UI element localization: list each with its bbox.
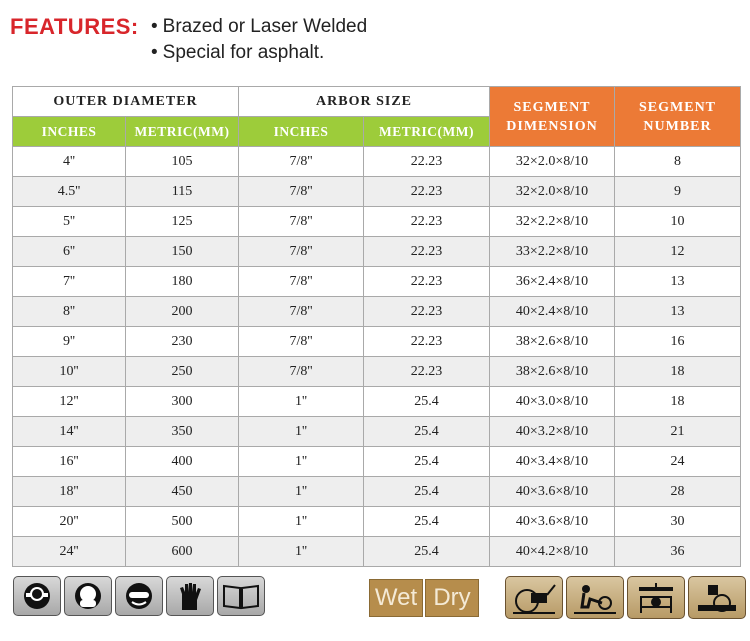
- wet-label: Wet: [369, 579, 423, 617]
- od-metric-cell: 115: [126, 177, 239, 207]
- arbor-metric-cell: 25.4: [364, 417, 490, 447]
- spec-table: [12, 86, 741, 567]
- arbor-inches-cell: 7/8'': [239, 177, 364, 207]
- table-saw-icon: [688, 576, 746, 619]
- header-outer-diameter: OUTER DIAMETER: [13, 87, 239, 117]
- feature-text: Special for asphalt.: [162, 42, 325, 63]
- arbor-metric-cell: 22.23: [364, 327, 490, 357]
- segment-number-cell: 24: [615, 447, 741, 477]
- arbor-inches-cell: 1'': [239, 477, 364, 507]
- segment-dimension-cell: 40×3.4×8/10: [490, 447, 615, 477]
- arbor-inches-cell: 1'': [239, 387, 364, 417]
- od-metric-cell: 350: [126, 417, 239, 447]
- subheader-arbor-metric: METRIC(MM): [364, 117, 490, 147]
- table-row: [13, 357, 741, 387]
- arbor-metric-cell: 22.23: [364, 357, 490, 387]
- od-inches-cell: 5'': [13, 207, 126, 237]
- spec-table-body: [13, 147, 741, 567]
- segment-dimension-cell: 38×2.6×8/10: [490, 327, 615, 357]
- feature-line: [151, 16, 367, 38]
- od-inches-cell: 6'': [13, 237, 126, 267]
- od-metric-cell: 500: [126, 507, 239, 537]
- od-inches-cell: 18'': [13, 477, 126, 507]
- od-inches-cell: 4'': [13, 147, 126, 177]
- table-row: [13, 507, 741, 537]
- od-inches-cell: 20'': [13, 507, 126, 537]
- arbor-metric-cell: 22.23: [364, 267, 490, 297]
- gloves-icon: [166, 576, 214, 616]
- od-metric-cell: 150: [126, 237, 239, 267]
- segment-number-cell: 12: [615, 237, 741, 267]
- segment-number-cell: 28: [615, 477, 741, 507]
- walk-behind-saw-icon: [505, 576, 563, 619]
- table-row: [13, 147, 741, 177]
- table-row: [13, 207, 741, 237]
- arbor-inches-cell: 7/8'': [239, 297, 364, 327]
- segment-number-cell: 18: [615, 387, 741, 417]
- arbor-inches-cell: 7/8'': [239, 267, 364, 297]
- segment-dimension-cell: 40×4.2×8/10: [490, 537, 615, 567]
- segment-number-cell: 13: [615, 297, 741, 327]
- table-row: [13, 327, 741, 357]
- subheader-od-inches: INCHES: [13, 117, 126, 147]
- features-title: FEATURES:: [10, 14, 139, 39]
- features-block: [10, 14, 750, 70]
- od-inches-cell: 16'': [13, 447, 126, 477]
- safety-goggles-icon: [115, 576, 163, 616]
- od-inches-cell: 8'': [13, 297, 126, 327]
- arbor-metric-cell: 22.23: [364, 147, 490, 177]
- subheader-od-metric: METRIC(MM): [126, 117, 239, 147]
- segment-number-cell: 18: [615, 357, 741, 387]
- segment-number-cell: 30: [615, 507, 741, 537]
- arbor-metric-cell: 22.23: [364, 207, 490, 237]
- segment-number-cell: 8: [615, 147, 741, 177]
- arbor-inches-cell: 1'': [239, 507, 364, 537]
- segment-dimension-cell: 40×3.0×8/10: [490, 387, 615, 417]
- od-metric-cell: 180: [126, 267, 239, 297]
- feature-line: [151, 42, 324, 64]
- arbor-inches-cell: 7/8'': [239, 237, 364, 267]
- od-metric-cell: 450: [126, 477, 239, 507]
- arbor-inches-cell: 7/8'': [239, 357, 364, 387]
- arbor-metric-cell: 22.23: [364, 177, 490, 207]
- feature-text: Brazed or Laser Welded: [162, 16, 368, 37]
- segment-number-cell: 16: [615, 327, 741, 357]
- machine-icons: [505, 576, 746, 619]
- od-inches-cell: 9'': [13, 327, 126, 357]
- od-metric-cell: 300: [126, 387, 239, 417]
- segment-dimension-cell: 33×2.2×8/10: [490, 237, 615, 267]
- dry-label: Dry: [425, 579, 479, 617]
- bench-saw-icon: [627, 576, 685, 619]
- segment-number-cell: 21: [615, 417, 741, 447]
- segment-dimension-cell: 32×2.0×8/10: [490, 177, 615, 207]
- safety-icons: [13, 576, 265, 616]
- table-row: [13, 237, 741, 267]
- header-segment-dimension: SEGMENT DIMENSION: [490, 87, 615, 147]
- od-inches-cell: 12'': [13, 387, 126, 417]
- read-manual-icon: [217, 576, 265, 616]
- table-row: [13, 387, 741, 417]
- segment-dimension-cell: 40×2.4×8/10: [490, 297, 615, 327]
- arbor-inches-cell: 1'': [239, 417, 364, 447]
- arbor-metric-cell: 25.4: [364, 447, 490, 477]
- bullet: •: [151, 42, 158, 63]
- segment-dimension-cell: 40×3.6×8/10: [490, 477, 615, 507]
- od-metric-cell: 400: [126, 447, 239, 477]
- arbor-inches-cell: 7/8'': [239, 147, 364, 177]
- arbor-metric-cell: 22.23: [364, 297, 490, 327]
- arbor-metric-cell: 22.23: [364, 237, 490, 267]
- arbor-metric-cell: 25.4: [364, 537, 490, 567]
- arbor-metric-cell: 25.4: [364, 387, 490, 417]
- table-row: [13, 417, 741, 447]
- od-metric-cell: 230: [126, 327, 239, 357]
- arbor-metric-cell: 25.4: [364, 477, 490, 507]
- table-row: [13, 447, 741, 477]
- segment-dimension-cell: 36×2.4×8/10: [490, 267, 615, 297]
- hand-held-saw-icon: [566, 576, 624, 619]
- od-inches-cell: 24'': [13, 537, 126, 567]
- od-inches-cell: 10'': [13, 357, 126, 387]
- segment-dimension-cell: 40×3.2×8/10: [490, 417, 615, 447]
- header-segment-number: SEGMENT NUMBER: [615, 87, 741, 147]
- od-inches-cell: 14'': [13, 417, 126, 447]
- segment-number-cell: 9: [615, 177, 741, 207]
- segment-dimension-cell: 32×2.2×8/10: [490, 207, 615, 237]
- table-row: [13, 477, 741, 507]
- arbor-inches-cell: 7/8'': [239, 327, 364, 357]
- od-inches-cell: 7'': [13, 267, 126, 297]
- arbor-inches-cell: 1'': [239, 537, 364, 567]
- segment-dimension-cell: 40×3.6×8/10: [490, 507, 615, 537]
- arbor-metric-cell: 25.4: [364, 507, 490, 537]
- table-row: [13, 177, 741, 207]
- arbor-inches-cell: 1'': [239, 447, 364, 477]
- segment-number-cell: 10: [615, 207, 741, 237]
- od-metric-cell: 250: [126, 357, 239, 387]
- wet-dry-badge: [369, 579, 479, 617]
- od-metric-cell: 200: [126, 297, 239, 327]
- od-inches-cell: 4.5'': [13, 177, 126, 207]
- subheader-arbor-inches: INCHES: [239, 117, 364, 147]
- respirator-mask-icon: [64, 576, 112, 616]
- arbor-inches-cell: 7/8'': [239, 207, 364, 237]
- segment-dimension-cell: 32×2.0×8/10: [490, 147, 615, 177]
- table-row: [13, 297, 741, 327]
- table-row: [13, 267, 741, 297]
- header-arbor-size: ARBOR SIZE: [239, 87, 490, 117]
- segment-dimension-cell: 38×2.6×8/10: [490, 357, 615, 387]
- od-metric-cell: 600: [126, 537, 239, 567]
- ear-protection-icon: [13, 576, 61, 616]
- bullet: •: [151, 16, 158, 37]
- segment-number-cell: 36: [615, 537, 741, 567]
- od-metric-cell: 105: [126, 147, 239, 177]
- od-metric-cell: 125: [126, 207, 239, 237]
- table-row: [13, 537, 741, 567]
- segment-number-cell: 13: [615, 267, 741, 297]
